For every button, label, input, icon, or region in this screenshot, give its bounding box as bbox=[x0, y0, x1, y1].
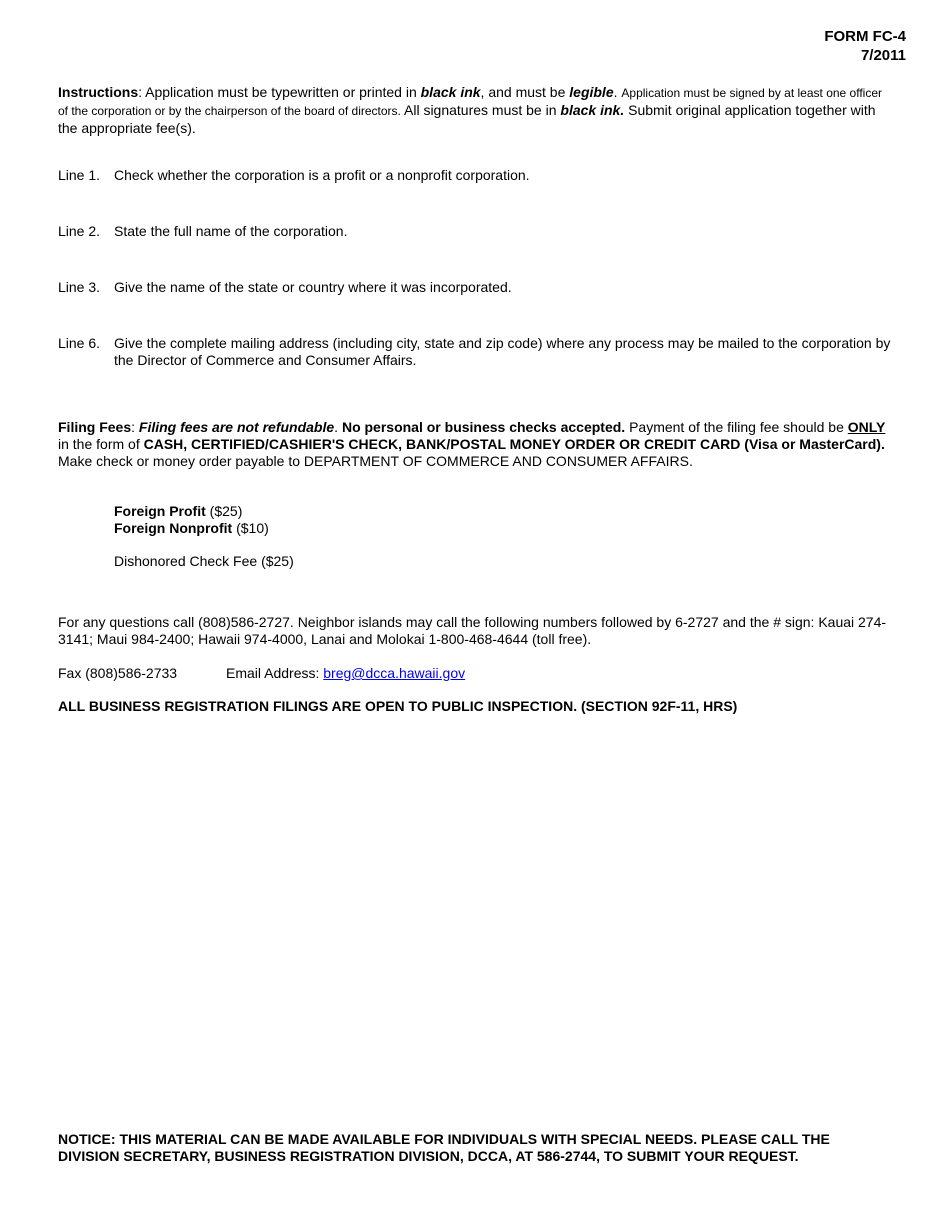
fee-name: Foreign Profit bbox=[114, 503, 206, 519]
line-label: Line 3. bbox=[58, 279, 101, 295]
fee-amount: ($10) bbox=[232, 520, 269, 536]
form-date: 7/2011 bbox=[860, 47, 906, 64]
filing-fees-methods: CASH, CERTIFIED/CASHIER'S CHECK, BANK/POSTAL MONEY ORDER OR CREDIT CARD (Visa or MasterCard). bbox=[143, 436, 885, 452]
line-item bbox=[58, 167, 892, 184]
instructions-text-1: Application must be typewritten or printed in bbox=[145, 84, 421, 100]
fee-amount: ($25) bbox=[205, 503, 243, 519]
instructions-text-4: Submit original application together with the appropriate fee(s). bbox=[58, 102, 876, 136]
line-item bbox=[58, 335, 892, 369]
filing-fees-form-of: in the form of bbox=[58, 436, 144, 452]
fax-email-line bbox=[58, 665, 892, 682]
public-inspection-notice: ALL BUSINESS REGISTRATION FILINGS ARE OPEN TO PUBLIC INSPECTION. (SECTION 92F-11, HRS) bbox=[58, 698, 738, 714]
instructions-paragraph bbox=[58, 84, 892, 137]
instructions-text-3: All signatures must be in bbox=[400, 102, 561, 118]
line-item bbox=[58, 223, 892, 240]
filing-fees-payable: Make check or money order payable to DEPARTMENT OF COMMERCE AND CONSUMER AFFAIRS. bbox=[58, 453, 693, 469]
line-label: Line 2. bbox=[58, 223, 101, 239]
instructions-colon: : bbox=[138, 84, 146, 100]
instructions-label: Instructions bbox=[58, 84, 139, 100]
filing-fees-colon: : bbox=[131, 419, 139, 435]
filing-fees-no-checks: No personal or business checks accepted. bbox=[341, 419, 626, 435]
questions-paragraph: For any questions call (808)586-2727. Neighbor islands may call the following numbers followed by 6-2727 and the # sign: Kauai 274-3141; Maui 984-2400; Hawaii 974-4000, Lanai and Molokai 1-800-468-4644 (toll free). bbox=[58, 614, 887, 647]
filing-fees-payment: Payment of the filing fee should be bbox=[625, 419, 848, 435]
fee-list bbox=[114, 503, 269, 537]
line-text: State the full name of the corporation. bbox=[114, 223, 348, 239]
line-item bbox=[58, 279, 892, 296]
email-link[interactable]: breg@dcca.hawaii.gov bbox=[323, 665, 466, 681]
fee-name: Foreign Nonprofit bbox=[114, 520, 233, 536]
fee-item bbox=[114, 520, 269, 537]
instructions-legible: legible bbox=[569, 84, 614, 100]
instructions-period: . bbox=[613, 84, 622, 100]
form-number: FORM FC-4 bbox=[824, 28, 906, 45]
email-group bbox=[226, 665, 465, 682]
filing-fees-not-refundable: Filing fees are not refundable bbox=[138, 419, 335, 435]
line-text: Give the name of the state or country where it was incorporated. bbox=[114, 279, 512, 295]
fax-number: Fax (808)586-2733 bbox=[58, 665, 178, 681]
fee-item bbox=[114, 503, 269, 520]
filing-fees-only: ONLY bbox=[847, 419, 886, 435]
special-needs-notice: NOTICE: THIS MATERIAL CAN BE MADE AVAILABLE FOR INDIVIDUALS WITH SPECIAL NEEDS. PLEASE CALL THE DIVISION SECRETARY, BUSINESS REGISTRATION DIVISION, DCCA, AT 586-2744, TO SUBMIT YOUR REQUEST. bbox=[58, 1131, 830, 1164]
form-identifier bbox=[824, 27, 906, 65]
line-label: Line 1. bbox=[58, 167, 101, 183]
filing-fees-label: Filing Fees bbox=[58, 419, 132, 435]
instructions-signature-text: Application must be signed by at least one officer of the corporation or by the chairperson of the board of directors. bbox=[58, 86, 883, 118]
line-text: Check whether the corporation is a profit or a nonprofit corporation. bbox=[114, 167, 530, 183]
line-text: Give the complete mailing address (including city, state and zip code) where any process may be mailed to the corporation by the Director of Commerce and Consumer Affairs. bbox=[114, 335, 891, 368]
instructions-text-2: , and must be bbox=[480, 84, 570, 100]
filing-fees-paragraph bbox=[58, 419, 892, 470]
line-label: Line 6. bbox=[58, 335, 101, 351]
instructions-black-ink: black ink bbox=[420, 84, 481, 100]
instructions-black-ink-2: black ink. bbox=[560, 102, 625, 118]
email-label: Email Address: bbox=[226, 665, 324, 681]
dishonored-check-fee: Dishonored Check Fee ($25) bbox=[114, 553, 294, 569]
filing-fees-period: . bbox=[334, 419, 342, 435]
